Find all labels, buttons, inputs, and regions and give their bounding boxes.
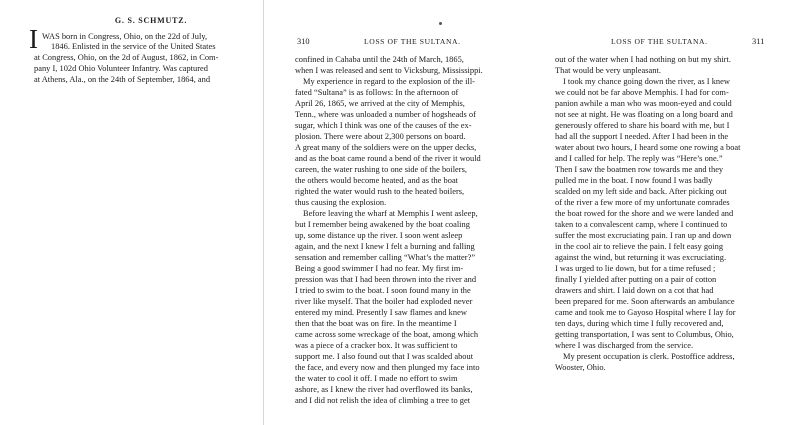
- right-line-15: the boat rowed for the shore and we were landed and: [555, 209, 734, 218]
- page-number-311: 311: [752, 37, 765, 46]
- right-line-4: we could not be far above Memphis. I had for com-: [555, 88, 729, 97]
- middle-line-9: A great many of the soldiers were on the upper decks,: [295, 143, 477, 152]
- middle-line-31: ashore, as I knew the river had overflowed its banks,: [295, 385, 473, 394]
- middle-running-head: LOSS OF THE SULTANA.: [364, 37, 461, 46]
- middle-line-1: confined in Cahaba until the 24th of March, 1865,: [295, 55, 464, 64]
- middle-line-17: up, some distance up the river. I soon went asleep: [295, 231, 463, 240]
- middle-line-10: and as the boat came round a bend of the river it would: [295, 154, 481, 163]
- right-line-20: I was urged to lie down, but for a time refused ;: [555, 264, 716, 273]
- right-line-14: of the river a few more of my unfortunate comrades: [555, 198, 730, 207]
- middle-line-4: fated “Sultana” is as follows: In the afternoon of: [295, 88, 459, 97]
- left-line-3: at Congress, Ohio, on the 2d of August, 1862, in Com-: [34, 53, 219, 62]
- middle-line-12: the others would become heated, and as the boat: [295, 176, 459, 185]
- middle-line-28: support me. I also found out that I was scalded about: [295, 352, 474, 361]
- right-line-7: generously offered to share his board with me, but I: [555, 121, 730, 130]
- right-line-5: panion awhile a man who was moon-eyed and could: [555, 99, 732, 108]
- right-line-23: been prepared for me. Soon afterwards an ambulance: [555, 297, 735, 306]
- right-line-19: against the wind, but returning it was excruciating.: [555, 253, 727, 262]
- middle-line-18: again, and the next I knew I felt a burning and falling: [295, 242, 475, 251]
- right-line-3: I took my chance going down the river, as I knew: [563, 77, 730, 86]
- right-line-8: had all the support I needed. After I had been in the: [555, 132, 729, 141]
- right-line-17: suffer the most excruciating pain. I ran up and down: [555, 231, 732, 240]
- middle-line-30: the water to cool it off. I made no effort to swim: [295, 374, 458, 383]
- right-line-10: and I called for help. The reply was “Here’s one.”: [555, 154, 723, 163]
- middle-line-19: sensation and remember calling “What’s the matter?”: [295, 253, 476, 262]
- drop-cap: I: [29, 24, 38, 54]
- right-line-26: getting transportation, I was sent to Columbus, Ohio,: [555, 330, 734, 339]
- middle-line-16: but I remember being awakened by the boat coaling: [295, 220, 470, 229]
- right-line-25: ten days, during which time I fully recovered and,: [555, 319, 724, 328]
- middle-line-27: was a piece of a cracker box. It was sufficient to: [295, 341, 458, 350]
- right-line-21: finally I yielded after putting on a pair of cotton: [555, 275, 717, 284]
- middle-line-20: Being a good swimmer I had no fear. My first im-: [295, 264, 464, 273]
- middle-line-14: thus causing the explosion.: [295, 198, 387, 207]
- left-line-5: at Athens, Ala., on the 24th of September, 1864, and: [34, 75, 211, 84]
- middle-line-26: came across some wreckage of the boat, among which: [295, 330, 479, 339]
- right-line-9: water about two hours, I heard some one rowing a boat: [555, 143, 741, 152]
- middle-line-21: pression was that I had been thrown into the river and: [295, 275, 477, 284]
- middle-line-7: sugar, which I think was one of the causes of the ex-: [295, 121, 472, 130]
- left-line-2: 1846. Enlisted in the service of the United States: [51, 42, 216, 51]
- right-running-head: LOSS OF THE SULTANA.: [611, 37, 708, 46]
- middle-line-23: river like myself. That the boiler had exploded never: [295, 297, 473, 306]
- page-number-310: 310: [297, 37, 310, 46]
- middle-line-3: My experience in regard to the explosion of the ill-: [303, 77, 475, 86]
- right-line-1: out of the water when I had nothing on but my shirt.: [555, 55, 731, 64]
- middle-line-5: April 26, 1865, we arrived at the city of Memphis,: [295, 99, 465, 108]
- right-line-6: not see at night. He was floating on a long board and: [555, 110, 733, 119]
- right-line-28: My present occupation is clerk. Postoffice address,: [563, 352, 735, 361]
- middle-line-25: then that the boat was on fire. In the meantime I: [295, 319, 457, 328]
- middle-line-6: Tenn., where was unloaded a number of hogsheads of: [295, 110, 476, 119]
- middle-line-2: when I was released and sent to Vicksburg, Mississippi.: [295, 66, 483, 75]
- left-line-4: pany I, 102d Ohio Volunteer Infantry. Was captured: [34, 64, 208, 73]
- right-line-18: in the cool air to relieve the pain. I felt easy going: [555, 242, 724, 251]
- left-line-1: WAS born in Congress, Ohio, on the 22d of July,: [42, 32, 208, 41]
- right-line-22: drawers and shirt. I laid down on a cot that had: [555, 286, 714, 295]
- right-line-24: came and took me to Gayoso Hospital where I lay for: [555, 308, 736, 317]
- right-line-2: That would be very unpleasant.: [555, 66, 661, 75]
- middle-line-22: I tried to swim to the boat. I soon found many in the: [295, 286, 471, 295]
- right-line-27: where I was discharged from the service.: [555, 341, 694, 350]
- middle-line-13: righted the water would rush to the heated boilers,: [295, 187, 465, 196]
- middle-line-29: the face, and every now and then plunged my face into: [295, 363, 480, 372]
- left-running-head: G. S. SCHMUTZ.: [114, 16, 188, 25]
- middle-line-32: and I did not relish the idea of climbing a tree to get: [295, 396, 471, 405]
- left-page: [0, 0, 263, 425]
- middle-line-11: careen, the water rushing to one side of the boilers,: [295, 165, 467, 174]
- right-line-11: Then I saw the boatmen row towards me and they: [555, 165, 724, 174]
- right-line-12: pulled me in the boat. I now found I was badly: [555, 176, 713, 185]
- print-mark: [439, 22, 442, 25]
- right-line-13: scalded on my left side and back. After picking out: [555, 187, 727, 196]
- right-line-16: taken to a convalescent camp, where I continued to: [555, 220, 728, 229]
- middle-line-24: entered my mind. Presently I saw flames and knew: [295, 308, 467, 317]
- middle-line-8: plosion. There were about 2,300 persons on board.: [295, 132, 466, 141]
- right-line-29: Wooster, Ohio.: [555, 363, 606, 372]
- middle-line-15: Before leaving the wharf at Memphis I went asleep,: [303, 209, 478, 218]
